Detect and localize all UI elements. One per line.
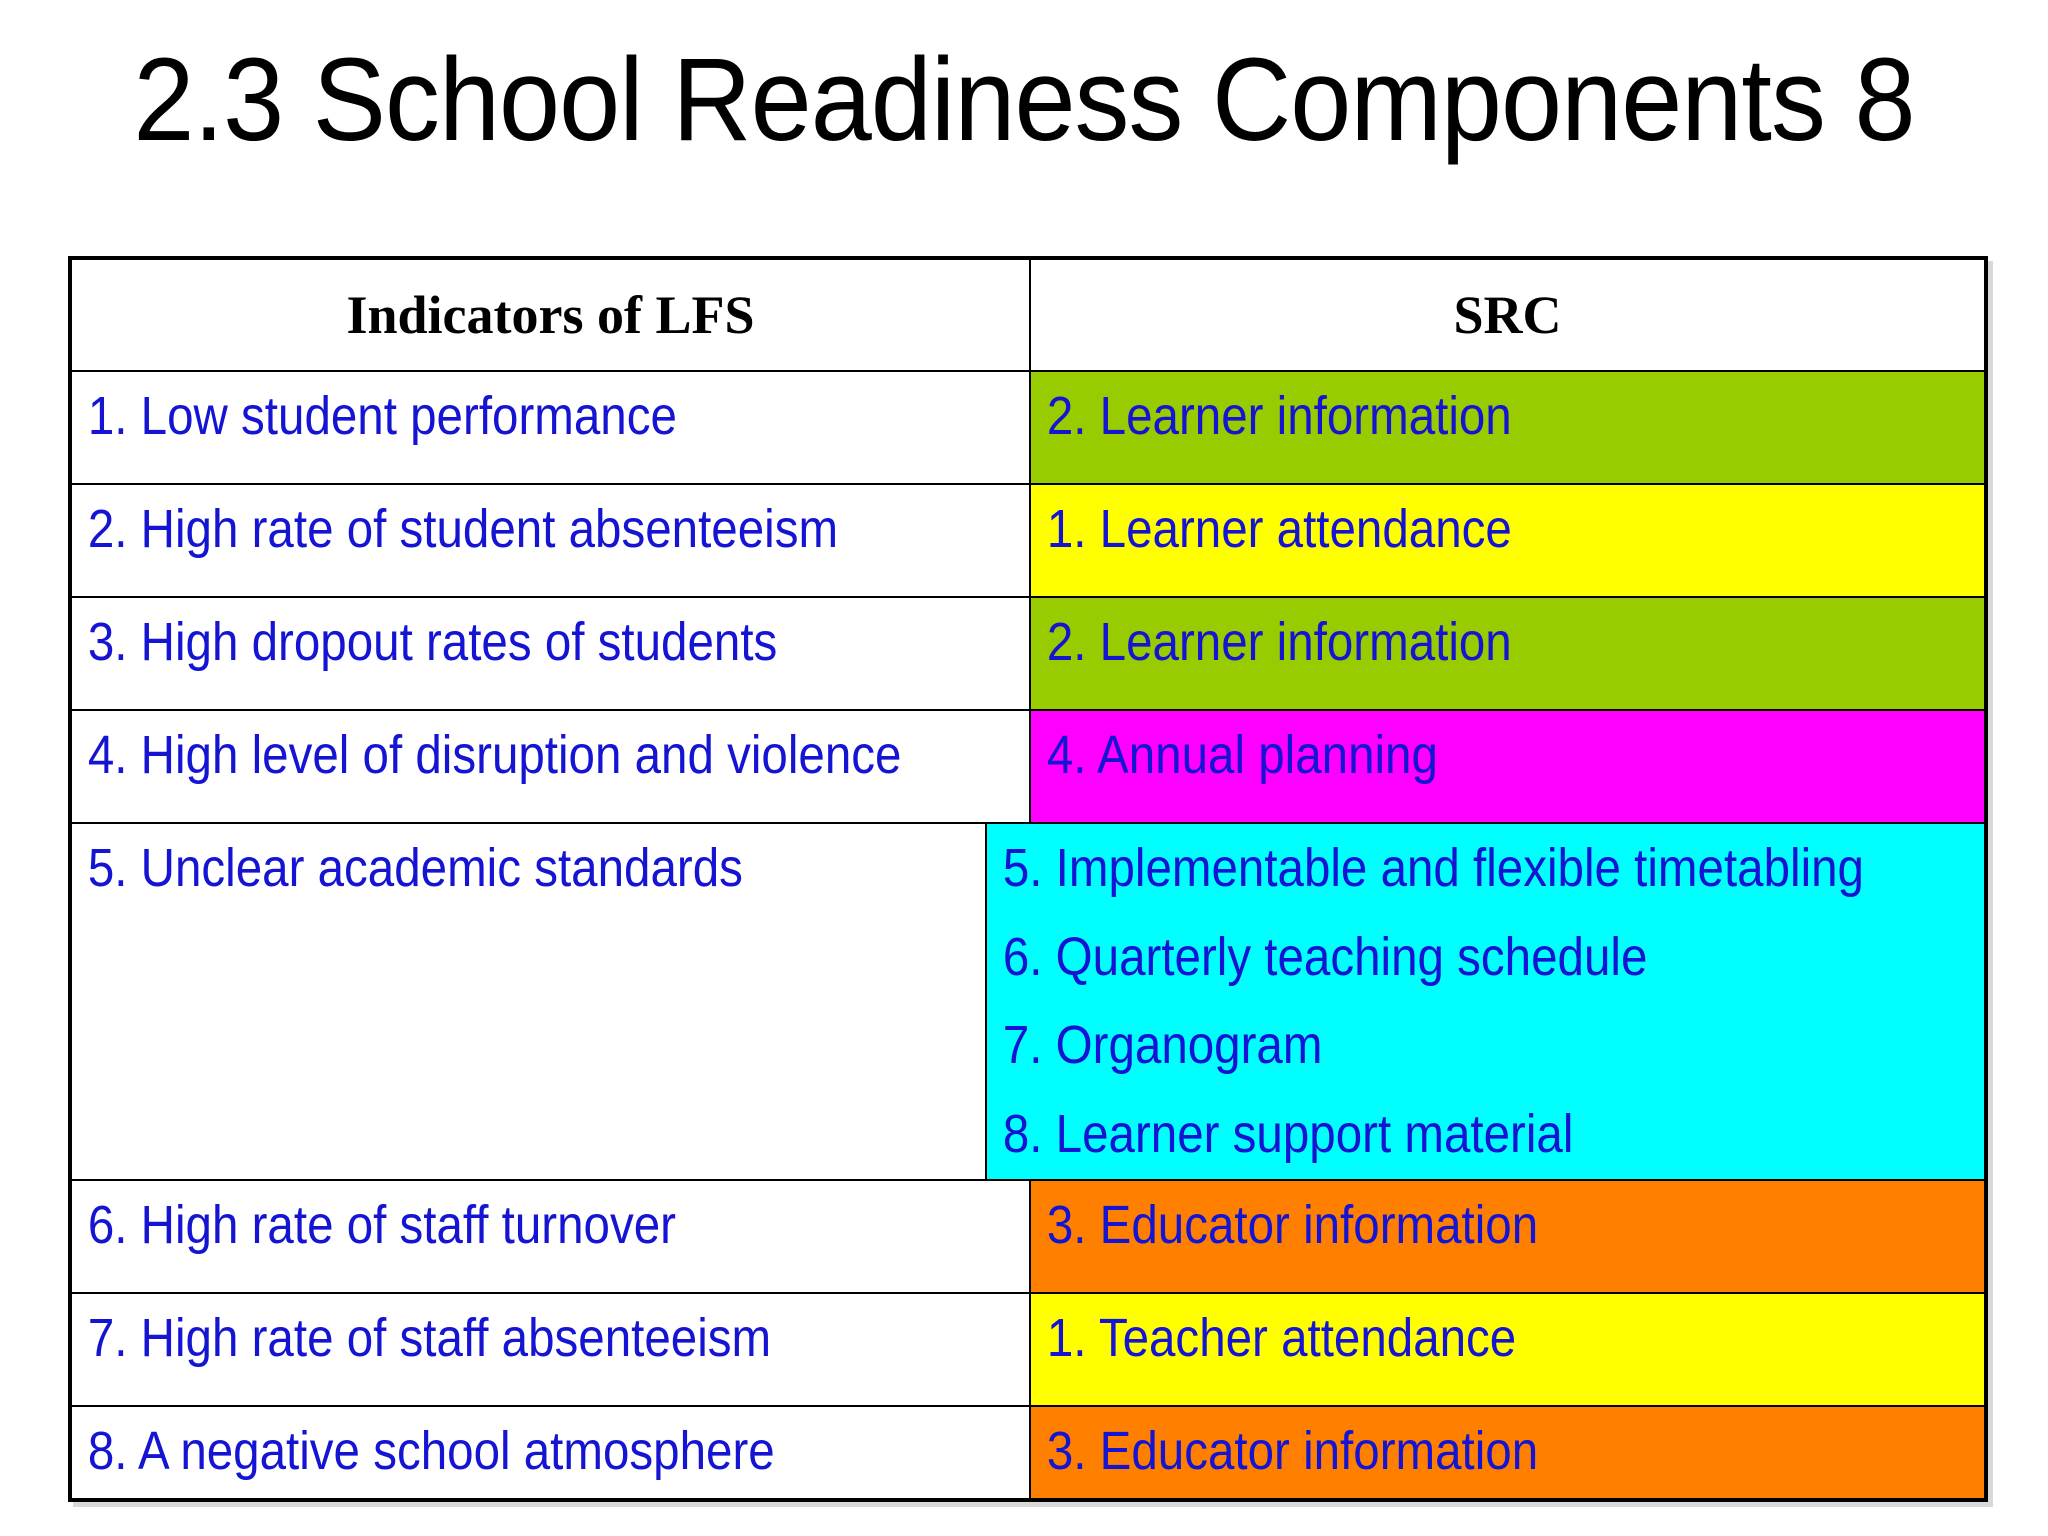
indicator-text: 3. High dropout rates of students: [87, 612, 778, 672]
src-text: 8. Learner support material: [1003, 1103, 1574, 1164]
indicator-text: 2. High rate of student absenteeism: [87, 499, 839, 559]
indicator-cell: [72, 1181, 1031, 1292]
indicators-table: [68, 256, 1988, 1502]
table-row: [72, 1179, 1984, 1292]
header-indicators: Indicators of LFS: [72, 260, 1031, 370]
indicator-cell: [72, 1407, 1031, 1498]
src-cell: [1031, 598, 1984, 709]
src-text: 1. Learner attendance: [1046, 499, 1512, 559]
table-row: [72, 370, 1984, 483]
indicator-cell: [72, 711, 1031, 822]
src-text: 5. Implementable and flexible timetabling: [1003, 838, 1865, 898]
table-row: [72, 709, 1984, 822]
indicator-text: 8. A negative school atmosphere: [87, 1421, 775, 1481]
src-text: 3. Educator information: [1046, 1421, 1539, 1481]
table-row: [72, 822, 1984, 1179]
indicator-cell: [72, 598, 1031, 709]
indicator-cell: [72, 824, 987, 1179]
src-cell: [1031, 372, 1984, 483]
indicator-cell: [72, 1294, 1031, 1405]
table-row: [72, 596, 1984, 709]
src-cell: [987, 824, 1984, 1179]
indicator-cell: [72, 485, 1031, 596]
indicator-cell: [72, 372, 1031, 483]
src-text: 4. Annual planning: [1046, 725, 1438, 785]
table-header-row: [72, 260, 1984, 370]
header-src: SRC: [1453, 285, 1562, 345]
table-row: [72, 483, 1984, 596]
indicator-text: 5. Unclear academic standards: [87, 838, 743, 898]
src-cell: [1031, 1294, 1984, 1405]
src-text: 6. Quarterly teaching schedule: [1003, 926, 1648, 987]
src-cell: [1031, 1181, 1984, 1292]
indicator-text: 4. High level of disruption and violence: [87, 725, 902, 785]
page-title: 2.3 School Readiness Components 8: [133, 34, 1915, 166]
src-cell: [1031, 485, 1984, 596]
src-text: 2. Learner information: [1046, 612, 1512, 672]
src-text: 2. Learner information: [1046, 386, 1512, 446]
indicator-text: 7. High rate of staff absenteeism: [87, 1308, 772, 1368]
src-text: 7. Organogram: [1003, 1015, 1323, 1075]
table-row: [72, 1292, 1984, 1405]
src-cell: [1031, 1407, 1984, 1498]
src-text: 1. Teacher attendance: [1046, 1308, 1517, 1368]
indicator-text: 1. Low student performance: [87, 386, 677, 446]
table-row: [72, 1405, 1984, 1498]
src-cell: [1031, 711, 1984, 822]
indicator-text: 6. High rate of staff turnover: [87, 1195, 676, 1255]
src-text: 3. Educator information: [1046, 1195, 1539, 1255]
